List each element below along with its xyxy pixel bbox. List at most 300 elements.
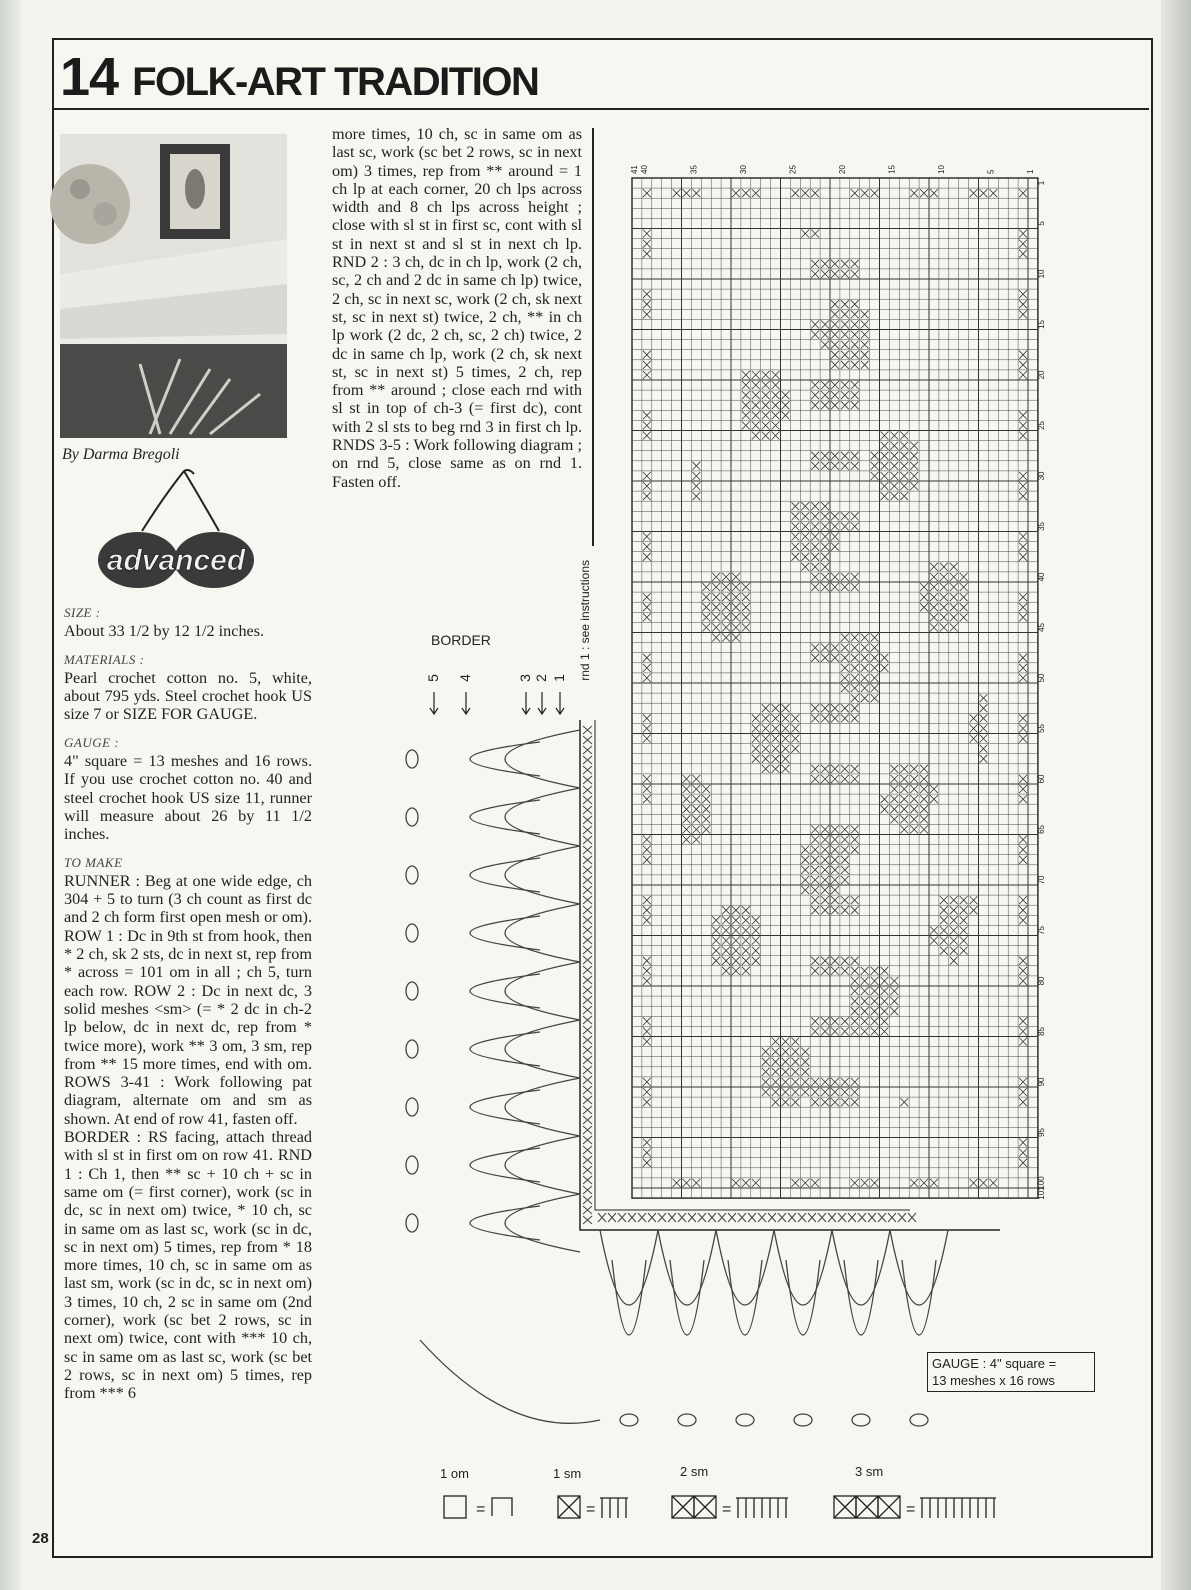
border-scallop — [505, 904, 580, 962]
solid-mesh-mark — [1019, 250, 1027, 258]
border-sc-mark — [583, 1096, 592, 1104]
solid-mesh-mark — [851, 684, 859, 692]
border-sc-mark — [583, 1216, 592, 1224]
chart-row-label: 85 — [1036, 1026, 1046, 1036]
solid-mesh-mark — [782, 391, 790, 399]
author-credit: By Darma Bregoli — [62, 446, 180, 463]
border-sc-mark — [828, 1213, 836, 1222]
solid-mesh-mark — [861, 320, 869, 328]
solid-mesh-mark — [861, 694, 869, 702]
solid-mesh-mark — [851, 310, 859, 318]
solid-mesh-mark — [811, 543, 819, 551]
border-picot — [406, 924, 418, 942]
solid-mesh-mark — [861, 189, 869, 197]
solid-mesh-mark — [861, 351, 869, 359]
solid-mesh-mark — [811, 533, 819, 541]
chart-row-label: 20 — [1036, 370, 1046, 380]
border-diagram — [390, 720, 1010, 1560]
solid-mesh-mark — [772, 704, 780, 712]
solid-mesh-mark — [811, 644, 819, 652]
page-edge-left — [0, 0, 22, 1590]
border-sc-mark — [718, 1213, 726, 1222]
chart-row-label: 30 — [1036, 471, 1046, 481]
solid-mesh-mark — [1019, 290, 1027, 298]
solid-mesh-mark — [980, 694, 988, 702]
solid-mesh-mark — [643, 533, 651, 541]
solid-mesh-mark — [1019, 856, 1027, 864]
solid-mesh-mark — [851, 654, 859, 662]
border-sc-mark — [583, 1136, 592, 1144]
solid-mesh-mark — [702, 583, 710, 591]
solid-mesh-mark — [851, 583, 859, 591]
border-sc-mark — [768, 1213, 776, 1222]
solid-mesh-mark — [752, 401, 760, 409]
solid-mesh-mark — [980, 704, 988, 712]
solid-mesh-mark — [643, 371, 651, 379]
solid-mesh-mark — [841, 462, 849, 470]
solid-mesh-mark — [861, 664, 869, 672]
solid-mesh-mark — [841, 452, 849, 460]
solid-mesh-mark — [821, 270, 829, 278]
solid-mesh-mark — [732, 573, 740, 581]
solid-mesh-mark — [1019, 371, 1027, 379]
solid-mesh-mark — [811, 401, 819, 409]
solid-mesh-mark — [871, 664, 879, 672]
solid-mesh-mark — [643, 472, 651, 480]
solid-mesh-mark — [940, 583, 948, 591]
difficulty-badge — [96, 528, 256, 590]
solid-mesh-mark — [950, 603, 958, 611]
solid-mesh-mark — [910, 189, 918, 197]
solid-mesh-mark — [801, 553, 809, 561]
border-sc-mark — [638, 1213, 646, 1222]
solid-mesh-mark — [881, 654, 889, 662]
svg-text:=: = — [476, 1501, 486, 1518]
solid-mesh-mark — [643, 351, 651, 359]
solid-mesh-mark — [960, 613, 968, 621]
page-title — [60, 46, 538, 106]
solid-mesh-mark — [831, 320, 839, 328]
solid-mesh-mark — [811, 512, 819, 520]
solid-mesh-mark — [772, 432, 780, 440]
solid-mesh-mark — [900, 462, 908, 470]
border-sc-mark — [583, 766, 592, 774]
solid-mesh-mark — [900, 492, 908, 500]
chart-row-label: 40 — [1036, 572, 1046, 582]
solid-mesh-mark — [1019, 543, 1027, 551]
solid-mesh-mark — [831, 300, 839, 308]
solid-mesh-mark — [742, 613, 750, 621]
border-sc-mark — [838, 1213, 846, 1222]
svg-text:=: = — [722, 1501, 732, 1518]
solid-mesh-mark — [1019, 603, 1027, 611]
solid-mesh-mark — [851, 341, 859, 349]
solid-mesh-mark — [851, 452, 859, 460]
border-scallop-outer — [728, 1260, 762, 1335]
solid-mesh-mark — [940, 613, 948, 621]
chart-row-label: 95 — [1036, 1127, 1046, 1137]
solid-mesh-mark — [643, 230, 651, 238]
solid-mesh-mark — [861, 310, 869, 318]
solid-mesh-mark — [811, 230, 819, 238]
solid-mesh-mark — [930, 573, 938, 581]
title-divider — [54, 108, 1149, 110]
solid-mesh-mark — [1019, 957, 1027, 965]
chart-row-label: 60 — [1036, 774, 1046, 784]
border-text: BORDER : RS facing, attach thread with sl st in first om on row 41. RND 1 : Ch 1, then ** sc + 10 ch + sc in same om (= first corner), work (sc in dc, sc in next om) twice, * 10 ch, sc in same om as last sc, work (sc in dc, sc in next om) 5 times, rep from * 18 more times, 10 ch, sc in same om as last sm, work (sc in dc, sc in next om) 3 times, 10 ch, 2 sc in same om (2nd corner), work (sc bet 2 rows, sc in next om) twice, cont with *** 10 ch, sc in same om as last sc, work (sc bet 2 rows, sc in next om) 5 times, rep from *** 6 — [64, 1128, 312, 1403]
chart-row-label: 100 — [1036, 1176, 1046, 1190]
border-sc-mark — [868, 1213, 876, 1222]
solid-mesh-mark — [692, 462, 700, 470]
solid-mesh-mark — [841, 573, 849, 581]
solid-mesh-mark — [722, 593, 730, 601]
solid-mesh-mark — [950, 623, 958, 631]
page-edge-right — [1161, 0, 1191, 1590]
solid-mesh-mark — [821, 644, 829, 652]
solid-mesh-mark — [1019, 432, 1027, 440]
solid-mesh-mark — [712, 623, 720, 631]
solid-mesh-mark — [821, 502, 829, 510]
solid-mesh-mark — [910, 472, 918, 480]
solid-mesh-mark — [1019, 310, 1027, 318]
border-sc-mark — [583, 1006, 592, 1014]
border-sc-mark — [583, 1086, 592, 1094]
solid-mesh-mark — [940, 573, 948, 581]
chart-col-label: 40 — [639, 165, 649, 174]
solid-mesh-mark — [851, 512, 859, 520]
solid-mesh-mark — [1019, 1159, 1027, 1167]
solid-mesh-mark — [791, 533, 799, 541]
round-number: 2 — [533, 674, 549, 682]
border-scallop-outer — [786, 1260, 820, 1335]
solid-mesh-mark — [821, 391, 829, 399]
solid-mesh-mark — [1019, 553, 1027, 561]
solid-mesh-mark — [871, 674, 879, 682]
solid-mesh-mark — [851, 189, 859, 197]
solid-mesh-mark — [643, 310, 651, 318]
solid-mesh-mark — [742, 583, 750, 591]
solid-mesh-mark — [940, 603, 948, 611]
solid-mesh-mark — [950, 613, 958, 621]
chart-col-label: 30 — [738, 165, 748, 174]
border-sc-mark — [583, 976, 592, 984]
legend-2sm-label: 2 sm — [680, 1464, 709, 1479]
border-sc-mark — [583, 1176, 592, 1184]
solid-mesh-mark — [831, 452, 839, 460]
border-sc-mark — [728, 1213, 736, 1222]
solid-mesh-mark — [851, 634, 859, 642]
solid-mesh-mark — [831, 522, 839, 530]
legend-1sm-label: 1 sm — [553, 1466, 582, 1481]
solid-mesh-mark — [851, 674, 859, 682]
border-scallop — [505, 1020, 580, 1078]
solid-mesh-mark — [702, 623, 710, 631]
solid-mesh-mark — [841, 270, 849, 278]
solid-mesh-mark — [811, 391, 819, 399]
solid-mesh-mark — [861, 684, 869, 692]
solid-mesh-mark — [930, 623, 938, 631]
border-sc-mark — [583, 886, 592, 894]
solid-mesh-mark — [851, 300, 859, 308]
round-arrow-icon — [522, 692, 530, 714]
solid-mesh-mark — [752, 371, 760, 379]
solid-mesh-mark — [643, 250, 651, 258]
solid-mesh-mark — [762, 401, 770, 409]
solid-mesh-mark — [940, 593, 948, 601]
solid-mesh-mark — [890, 452, 898, 460]
runner-text: RUNNER : Beg at one wide edge, ch 304 + 5 to turn (3 ch count as first dc and 2 ch form first open mesh or om). ROW 1 : Dc in 9th st from hook, then * 2 ch, sk 2 sts, dc in next st, rep from * across = 101 om in all ; ch 5, turn each row. ROW 2 : Dc in next dc, 3 solid meshes <sm> (= * 2 dc in ch-2 lp below, dc in next dc, rep from * twice more), work ** 3 om, 3 sm, rep from ** 15 more times, end with om. ROWS 3-41 : Work following pat diagram, alternate om and sm as shown. At end of row 41, fasten off. — [64, 871, 312, 1128]
instructions-column-1 — [64, 604, 312, 1402]
chart-col-label: 20 — [837, 165, 847, 174]
solid-mesh-mark — [841, 300, 849, 308]
solid-mesh-mark — [732, 623, 740, 631]
border-sc-mark — [608, 1213, 616, 1222]
solid-mesh-mark — [910, 442, 918, 450]
solid-mesh-mark — [881, 442, 889, 450]
solid-mesh-mark — [821, 341, 829, 349]
solid-mesh-mark — [831, 543, 839, 551]
solid-mesh-mark — [643, 361, 651, 369]
round-arrow-icon — [462, 692, 470, 714]
border-sc-mark — [583, 1206, 592, 1214]
solid-mesh-mark — [950, 563, 958, 571]
border-sc-mark — [583, 896, 592, 904]
border-sc-mark — [583, 796, 592, 804]
border-sc-mark — [898, 1213, 906, 1222]
border-sc-mark — [583, 1166, 592, 1174]
border-sc-mark — [583, 946, 592, 954]
solid-mesh-mark — [712, 593, 720, 601]
solid-mesh-mark — [871, 189, 879, 197]
pattern-number: 14 — [60, 47, 119, 107]
solid-mesh-mark — [900, 482, 908, 490]
solid-mesh-mark — [801, 512, 809, 520]
border-sc-mark — [583, 726, 592, 734]
solid-mesh-mark — [811, 522, 819, 530]
border-scallop-outer — [670, 1260, 704, 1335]
solid-mesh-mark — [811, 573, 819, 581]
border-picot — [794, 1414, 812, 1426]
solid-mesh-mark — [782, 401, 790, 409]
gauge-box-line2: 13 meshes x 16 rows — [932, 1373, 1055, 1388]
solid-mesh-mark — [950, 593, 958, 601]
solid-mesh-mark — [772, 391, 780, 399]
solid-mesh-mark — [950, 573, 958, 581]
border-sc-mark — [583, 1056, 592, 1064]
border-sc-mark — [583, 876, 592, 884]
solid-mesh-mark — [673, 189, 681, 197]
solid-mesh-mark — [692, 492, 700, 500]
chart-row-label: 80 — [1036, 976, 1046, 986]
solid-mesh-mark — [871, 644, 879, 652]
chart-col-label: 41 — [629, 165, 639, 174]
solid-mesh-mark — [821, 331, 829, 339]
border-scallop — [505, 846, 580, 904]
border-sc-mark — [583, 1026, 592, 1034]
solid-mesh-mark — [841, 674, 849, 682]
solid-mesh-mark — [712, 603, 720, 611]
solid-mesh-mark — [851, 331, 859, 339]
solid-mesh-mark — [772, 401, 780, 409]
solid-mesh-mark — [1019, 593, 1027, 601]
chart-row-label: 25 — [1036, 420, 1046, 430]
solid-mesh-mark — [1019, 916, 1027, 924]
solid-mesh-mark — [831, 654, 839, 662]
solid-mesh-mark — [851, 381, 859, 389]
border-sc-mark — [583, 996, 592, 1004]
solid-mesh-mark — [851, 573, 859, 581]
border-sc-mark — [583, 776, 592, 784]
solid-mesh-mark — [772, 371, 780, 379]
border-sc-mark — [708, 1213, 716, 1222]
solid-mesh-mark — [970, 189, 978, 197]
solid-mesh-mark — [712, 583, 720, 591]
chart-row-label: 65 — [1036, 824, 1046, 834]
border-sc-mark — [583, 1116, 592, 1124]
border-sc-mark — [583, 1036, 592, 1044]
svg-text:=: = — [906, 1501, 916, 1518]
solid-mesh-mark — [881, 432, 889, 440]
solid-mesh-mark — [821, 401, 829, 409]
solid-mesh-mark — [643, 664, 651, 672]
chart-row-label: 55 — [1036, 723, 1046, 733]
om-symbol — [444, 1496, 466, 1518]
solid-mesh-mark — [1019, 351, 1027, 359]
border-picot — [678, 1414, 696, 1426]
solid-mesh-mark — [643, 290, 651, 298]
solid-mesh-mark — [831, 381, 839, 389]
border-scallop — [505, 1136, 580, 1194]
border-sc-mark — [583, 956, 592, 964]
solid-mesh-mark — [890, 472, 898, 480]
round-arrow-icon — [538, 692, 546, 714]
solid-mesh-mark — [851, 361, 859, 369]
solid-mesh-mark — [742, 401, 750, 409]
solid-mesh-mark — [821, 320, 829, 328]
solid-mesh-mark — [811, 270, 819, 278]
border-picot — [406, 1040, 418, 1058]
solid-mesh-mark — [722, 603, 730, 611]
solid-mesh-mark — [841, 351, 849, 359]
materials-heading: MATERIALS : — [64, 651, 145, 667]
solid-mesh-mark — [1019, 846, 1027, 854]
border-sc-mark — [583, 846, 592, 854]
solid-mesh-mark — [821, 573, 829, 581]
solid-mesh-mark — [643, 674, 651, 682]
solid-mesh-mark — [643, 482, 651, 490]
solid-mesh-mark — [742, 381, 750, 389]
solid-mesh-mark — [801, 533, 809, 541]
border-sc-mark — [583, 1186, 592, 1194]
solid-mesh-mark — [811, 462, 819, 470]
runner-photo-drawing — [60, 134, 287, 438]
solid-mesh-mark — [821, 522, 829, 530]
solid-mesh-mark — [692, 472, 700, 480]
solid-mesh-mark — [861, 674, 869, 682]
solid-mesh-mark — [811, 583, 819, 591]
round-number: 5 — [425, 674, 441, 682]
solid-mesh-mark — [791, 543, 799, 551]
solid-mesh-mark — [871, 684, 879, 692]
border-sc-mark — [678, 1213, 686, 1222]
solid-mesh-mark — [881, 482, 889, 490]
border-sc-mark — [758, 1213, 766, 1222]
solid-mesh-mark — [732, 593, 740, 601]
solid-mesh-mark — [742, 189, 750, 197]
solid-mesh-mark — [643, 613, 651, 621]
border-sc-mark — [788, 1213, 796, 1222]
solid-mesh-mark — [851, 694, 859, 702]
border-sc-mark — [598, 1213, 606, 1222]
border-sc-mark — [858, 1213, 866, 1222]
om-stitch-icon — [492, 1498, 512, 1516]
solid-mesh-mark — [831, 341, 839, 349]
solid-mesh-mark — [851, 391, 859, 399]
border-sc-mark — [668, 1213, 676, 1222]
solid-mesh-mark — [791, 189, 799, 197]
solid-mesh-mark — [1019, 714, 1027, 722]
solid-mesh-mark — [1019, 482, 1027, 490]
solid-mesh-mark — [821, 462, 829, 470]
solid-mesh-mark — [702, 603, 710, 611]
solid-mesh-mark — [861, 644, 869, 652]
solid-mesh-mark — [841, 634, 849, 642]
solid-mesh-mark — [831, 644, 839, 652]
solid-mesh-mark — [643, 300, 651, 308]
border-sc-mark — [658, 1213, 666, 1222]
border-sc-mark — [848, 1213, 856, 1222]
solid-mesh-mark — [1019, 1088, 1027, 1096]
solid-mesh-mark — [821, 260, 829, 268]
materials-text: Pearl crochet cotton no. 5, white, about 795 yds. Steel crochet hook US size 7 or SIZE FOR GAUGE. — [64, 668, 312, 724]
solid-mesh-mark — [910, 482, 918, 490]
solid-mesh-mark — [772, 411, 780, 419]
border-scallop — [505, 788, 580, 846]
solid-mesh-mark — [1019, 775, 1027, 783]
legend-symbols — [440, 1488, 1040, 1528]
solid-mesh-mark — [851, 351, 859, 359]
solid-mesh-mark — [841, 310, 849, 318]
chart-col-label: 35 — [689, 165, 699, 174]
solid-mesh-mark — [643, 411, 651, 419]
border-sc-mark — [583, 916, 592, 924]
solid-mesh-mark — [801, 563, 809, 571]
solid-mesh-mark — [831, 310, 839, 318]
solid-mesh-mark — [841, 341, 849, 349]
solid-mesh-mark — [851, 270, 859, 278]
solid-mesh-mark — [772, 381, 780, 389]
solid-mesh-mark — [841, 320, 849, 328]
solid-mesh-mark — [692, 482, 700, 490]
pattern-title: FOLK-ART TRADITION — [132, 60, 539, 104]
border-sc-mark — [583, 986, 592, 994]
solid-mesh-mark — [841, 331, 849, 339]
solid-mesh-mark — [1019, 1098, 1027, 1106]
solid-mesh-mark — [801, 189, 809, 197]
solid-mesh-mark — [881, 452, 889, 460]
solid-mesh-mark — [960, 603, 968, 611]
solid-mesh-mark — [960, 583, 968, 591]
solid-mesh-mark — [831, 361, 839, 369]
round-arrow-icon — [556, 692, 564, 714]
solid-mesh-mark — [851, 704, 859, 712]
solid-mesh-mark — [821, 381, 829, 389]
solid-mesh-mark — [1019, 836, 1027, 844]
border-sc-mark — [583, 806, 592, 814]
border-scallop-outer — [844, 1260, 878, 1335]
chart-col-label: 15 — [887, 165, 897, 174]
solid-mesh-mark — [881, 472, 889, 480]
